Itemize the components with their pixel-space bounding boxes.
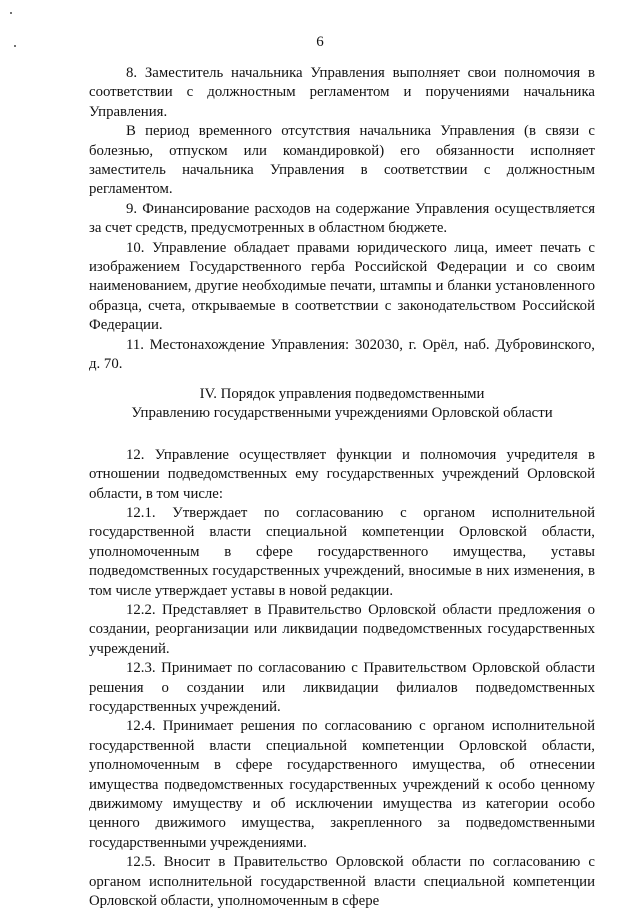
- section-heading: [89, 385, 595, 424]
- paragraph-12-1: 12.1. Утверждает по согласованию с органом исполнительной государственной власти специальной компетенции Орловской области, уполномоченным в сфере государственного имущества, уставы подведомственных государственных учреждений, вносимые в них изменения, в том числе утверждает уставы в новой редакции.: [89, 504, 595, 599]
- scan-speck: [10, 12, 12, 14]
- paragraph-8: 8. Заместитель начальника Управления выполняет свои полномочия в соответствии с должностным регламентом и поручениями начальника Управления.: [89, 65, 595, 120]
- page-number: 6: [316, 34, 324, 50]
- document-body: [89, 64, 595, 911]
- paragraph-12-4: 12.4. Принимает решения по согласованию с органом исполнительной государственной власти специальной компетенции Орловской области, уполномоченным в сфере государственного имущества, об отнесении имущества подведомственных государственных учреждений к особо ценному движимому имуществу и об исключении имущества из категории особо ценного движимого имущества, закрепленного за подведомственными государственными учреждениями.: [89, 718, 595, 851]
- paragraph-9: 9. Финансирование расходов на содержание Управления осуществляется за счет средств, предусмотренных в областном бюджете.: [89, 200, 595, 237]
- paragraph-12-5: 12.5. Вносит в Правительство Орловской области по согласованию с органом исполнительной государственной власти специальной компетенции Орловской области, уполномоченным в сфере: [89, 854, 595, 910]
- paragraph-10: 10. Управление обладает правами юридического лица, имеет печать с изображением Государственного герба Российской Федерации и со своим наименованием, другие необходимые печати, штампы и бланки установленного образца, счета, открываемые в соответствии с законодательством Российской Федерации.: [89, 239, 595, 334]
- section-heading-line-2: Управлению государственными учреждениями Орловской области: [131, 405, 553, 422]
- paragraph-12: 12. Управление осуществляет функции и полномочия учредителя в отношении подведомственных ему государственных учреждений Орловской области, в том числе:: [89, 446, 595, 502]
- paragraph-11: 11. Местонахождение Управления: 302030, г. Орёл, наб. Дубровинского, д. 70.: [89, 336, 595, 373]
- paragraph-12-2: 12.2. Представляет в Правительство Орловской области предложения о создании, реорганизации или ликвидации подведомственных государственных учреждений.: [89, 601, 595, 657]
- paragraph-8-deputy: В период временного отсутствия начальника Управления (в связи с болезнью, отпуском или командировкой) его обязанности исполняет заместитель начальника Управления в соответствии с должностным регламентом.: [89, 123, 595, 198]
- paragraph-12-3: 12.3. Принимает по согласованию с Правительством Орловской области решения о создании или ликвидации филиалов подведомственных государственных учреждений.: [89, 660, 595, 715]
- section-heading-line-1: IV. Порядок управления подведомственными: [199, 385, 485, 402]
